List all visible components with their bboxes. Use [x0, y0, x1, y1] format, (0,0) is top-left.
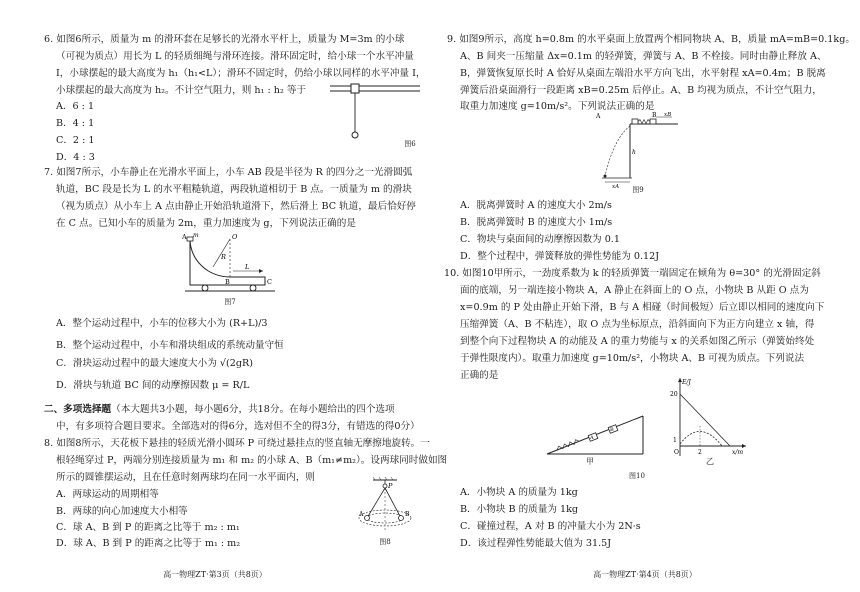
q6-option-c: C．2 : 1 [56, 135, 95, 146]
q9-line-2: A、B 间夹一压缩量 Δx=0.1m 的轻弹簧，弹簧与 A、B 不栓接。同时由静止释放 A、 [460, 51, 827, 62]
q9-option-b: B．脱离弹簧时 B 的速度大小 1m/s [460, 217, 613, 228]
figure-10-label-yi: 乙 [706, 457, 714, 466]
q7-option-c: C．滑块运动过程中的最大速度大小为 √(2gR) [56, 358, 253, 369]
q8-line-3: 所示的圆锥摆运动，且在任意时刻两球均在同一水平面内，则 [56, 472, 316, 483]
q9-option-d: D．整个过程中，弹簧释放的弹性势能为 0.12J [460, 251, 660, 262]
figure-8-diagram [355, 478, 415, 536]
left-page-footer: 高一物理ZT·第3页（共8页） [163, 570, 267, 579]
q8-line-1: 8. 如图8所示，天花板下悬挂的轻质光滑小圆环 P 可绕过悬挂点的竖直轴无摩擦地旋转。一 [44, 438, 430, 449]
fig7-label-a: A [182, 233, 187, 241]
figure-9-caption: 图9 [632, 186, 644, 194]
q10-option-c: C．碰撞过程，A 对 B 的冲量大小为 2N·s [460, 521, 641, 532]
fig8-label-b: B [405, 511, 410, 518]
q9-line-4: 弹簧后沿桌面滑行一段距离 xB=0.25m 后停止。A、B 均视为质点，不计空气阻力， [460, 85, 822, 96]
q7-line-4: 在 C 点。已知小车的质量为 2m，重力加速度为 g，下列说法正确的是 [56, 218, 356, 229]
fig7-label-m: m [193, 232, 199, 239]
fig10-label-b: B [610, 427, 614, 433]
figure-6-caption: 图6 [404, 140, 416, 148]
fig9-label-b: B [652, 112, 657, 119]
figure-10-label-jia: 甲 [586, 457, 594, 466]
fig7-label-l: L [245, 263, 250, 271]
fig7-label-o: O [232, 233, 238, 241]
q7-option-b: B．整个运动过程中，小车和滑块组成的系统动量守恒 [56, 340, 284, 351]
q9-option-c: C．物块与桌面间的动摩擦因数为 0.1 [460, 234, 620, 245]
q8-option-c: C．球 A、B 到 P 的距离之比等于 m₂ : m₁ [56, 522, 240, 533]
q9-line-1: 9. 如图9所示，高度 h=0.8m 的水平桌面上放置两个相同物块 A、B，质量 mA=mB=0.1kg。 [447, 34, 855, 45]
figure-8-caption: 图8 [379, 538, 391, 546]
figure-7-diagram [182, 232, 275, 295]
section-2-desc-2: 中，有多项符合题目要求。全部选对的得6分，选对但不全的得3分，有错选的得0分） [56, 421, 420, 432]
fig10-label-o: O [674, 449, 679, 456]
right-page [430, 0, 860, 592]
q9-line-3: B，弹簧恢复原长时 A 恰好从桌面左端沿水平方向飞出，水平射程 xA=0.4m；B 脱离 [460, 68, 826, 79]
figure-6-diagram [330, 82, 420, 142]
fig10-label-20: 20 [670, 391, 678, 398]
fig10-label-ej: E/J [682, 379, 691, 386]
q7-line-2: 轨道，BC 段是长为 L 的水平粗糙轨道，两段轨道相切于 B 点。一质量为 m 的滑块 [56, 184, 412, 195]
q6-option-d: D．4 : 3 [56, 152, 95, 163]
fig9-label-xa: xA [612, 184, 620, 190]
q10-line-2: 面的底端，另一端连接小物块 A，A 静止在斜面上的 O 点，小物块 B 从距 O 点为 [460, 285, 809, 296]
q10-line-3: x=0.9m 的 P 处由静止开始下滑，B 与 A 相碰（时间极短）后立即以相同的速度向下 [460, 302, 825, 313]
q9-line-5: 取重力加速度 g=10m/s²。下列说法正确的是 [460, 101, 655, 112]
figure-7-caption: 图7 [224, 298, 236, 306]
fig8-label-a: A [359, 511, 364, 518]
fig9-label-xb: xB [664, 112, 672, 118]
section-2-heading: 二、多项选择题 [44, 404, 112, 415]
fig8-label-p: P [388, 482, 393, 490]
fig9-label-h: h [632, 149, 636, 156]
q10-line-6: 于弹性限度内）。取重力加速度 g=10m/s²，小物块 A、B 可视为质点。下列说法 [460, 353, 805, 364]
fig10-label-a: A [590, 435, 594, 441]
q6-option-b: B．4 : 1 [56, 118, 95, 129]
fig7-label-b: B [225, 278, 230, 286]
q10-line-5: 到整个向下过程物块 A 的动能及 A 的重力势能与 x 的关系如图乙所示（弹簧始终处 [460, 336, 815, 347]
q8-line-2: 根轻绳穿过 P，两端分别连接质量为 m₁ 和 m₂ 的小球 A、B（m₁≠m₂）。设两球同时做如图 [56, 455, 448, 466]
q8-option-d: D．球 A、B 到 P 的距离之比等于 m₁ : m₂ [56, 538, 241, 549]
q10-line-4: 压缩弹簧（A、B 不粘连），取 O 点为坐标原点，沿斜面向下为正方向建立 x 轴，得 [460, 319, 815, 330]
q7-option-d: D．滑块与轨道 BC 间的动摩擦因数 μ = R/L [56, 380, 250, 391]
q10-option-a: A．小物块 A 的质量为 1kg [460, 487, 578, 498]
figure-10-graph [670, 376, 750, 460]
figure-10-caption: 图10 [629, 472, 645, 480]
section-2-desc-1: （本大题共3小题，每小题6分，共18分。在每小题给出的四个选项 [111, 404, 395, 415]
q7-line-1: 7. 如图7所示，小车静止在光滑水平面上，小车 AB 段是半径为 R 的四分之一光滑圆弧 [44, 167, 413, 178]
q6-line-1: 6. 如图6所示，质量为 m 的滑环套在足够长的光滑水平杆上，质量为 M=3m 的小球 [44, 34, 405, 45]
fig7-label-r: R [221, 253, 226, 261]
fig10-label-2: 2 [698, 449, 702, 456]
q7-line-3: （视为质点）从小车上 A 点由静止开始沿轨道滑下，然后滑上 BC 轨道，最后恰好停 [56, 201, 416, 212]
fig10-label-xm: x/m [732, 449, 744, 456]
q10-option-d: D．该过程弹性势能最大值为 31.5J [460, 538, 612, 549]
figure-10-incline [545, 410, 645, 460]
q10-option-b: B．小物块 B 的质量为 1kg [460, 504, 579, 515]
q6-line-3: I，小球摆起的最大高度为 h₁（h₁<L）；滑环不固定时，仍给小球以同样的水平冲量 I， [56, 68, 426, 79]
q6-option-a: A．6 : 1 [56, 101, 95, 112]
q6-line-4: 小球摆起的最大高度为 h₂。不计空气阻力，则 h₁ : h₂ 等于 [56, 85, 307, 96]
fig10-label-1: 1 [673, 437, 677, 444]
q9-option-a: A．脱离弹簧时 A 的速度大小 2m/s [460, 200, 612, 211]
q6-line-2: （可视为质点）用长为 L 的轻质细绳与滑环连接。滑环固定时，给小球一个水平冲量 [56, 51, 414, 62]
q10-line-1: 10. 如图10甲所示，一劲度系数为 k 的轻质弹簧一端固定在倾角为 θ=30° 的光滑固定斜 [444, 268, 821, 279]
fig9-label-a: A [596, 113, 601, 120]
right-page-footer: 高一物理ZT·第4页（共8页） [593, 570, 697, 579]
fig7-label-c: C [267, 278, 272, 286]
q10-line-7: 正确的是 [460, 370, 499, 381]
q7-option-a: A．整个运动过程中，小车的位移大小为 (R+L)/3 [56, 318, 268, 329]
q8-option-a: A．两球运动的周期相等 [56, 489, 159, 500]
q8-option-b: B．两球的向心加速度大小相等 [56, 506, 188, 517]
